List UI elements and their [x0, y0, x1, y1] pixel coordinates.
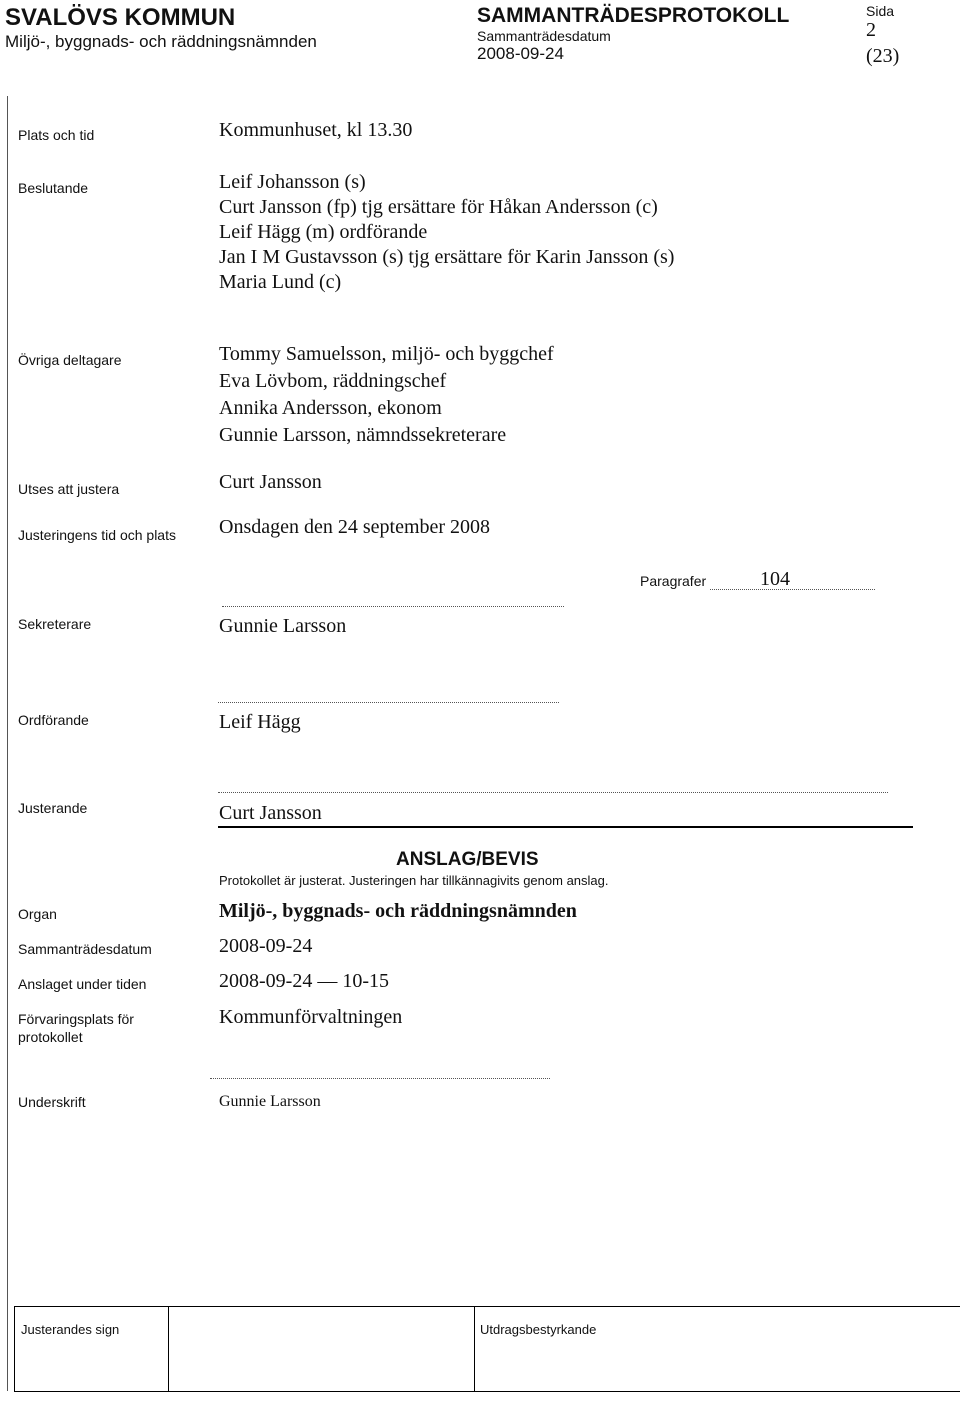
adjust-time-label: Justeringens tid och plats [18, 527, 176, 543]
notice-text: Protokollet är justerat. Justeringen har tillkännagivits genom anslag. [219, 873, 609, 888]
extract-label: Utdragsbestyrkande [480, 1322, 597, 1337]
others-label: Övriga deltagare [18, 352, 122, 368]
place-label: Plats och tid [18, 127, 95, 143]
doc-title: SAMMANTRÄDESPROTOKOLL [477, 4, 790, 27]
secretary-signature-line [222, 606, 564, 607]
storage-label: Förvaringsplats för [18, 1011, 134, 1027]
place-value: Kommunhuset, kl 13.30 [219, 119, 413, 141]
posted-value: 2008-09-24 — 10-15 [219, 970, 389, 992]
secretary-label: Sekreterare [18, 616, 92, 632]
adjuster-signature-line [218, 792, 888, 793]
notice-title: ANSLAG/BEVIS [396, 849, 539, 870]
notice-date-label: Sammanträdesdatum [18, 941, 152, 957]
meeting-date: 2008-09-24 [477, 44, 564, 63]
footer-table [14, 1306, 960, 1392]
paragraphs-label: Paragrafer [640, 573, 707, 589]
org-name: SVALÖVS KOMMUN [5, 4, 236, 31]
adjuster-name: Curt Jansson [219, 802, 322, 824]
deciding-label: Beslutande [18, 180, 89, 196]
notice-date-value: 2008-09-24 [219, 935, 313, 957]
organ-value: Miljö-, byggnads- och räddningsnämnden [219, 900, 577, 922]
deciding-member: Leif Hägg (m) ordförande [219, 221, 428, 243]
meeting-date-label: Sammanträdesdatum [477, 28, 611, 44]
deciding-member: Maria Lund (c) [219, 271, 342, 293]
left-border [7, 96, 8, 1391]
adjust-time-value: Onsdagen den 24 september 2008 [219, 516, 491, 538]
page-label: Sida [866, 3, 895, 19]
other-participant: Tommy Samuelsson, miljö- och byggchef [219, 343, 554, 365]
footer-divider-2 [474, 1306, 475, 1392]
signature-name: Gunnie Larsson [219, 1093, 321, 1110]
footer-divider-1 [168, 1306, 169, 1392]
secretary-name: Gunnie Larsson [219, 615, 347, 637]
paragraphs-line [710, 589, 875, 590]
other-participant: Annika Andersson, ekonom [219, 397, 442, 419]
other-participant: Eva Lövbom, räddningschef [219, 370, 447, 392]
chair-label: Ordförande [18, 712, 89, 728]
organ-label: Organ [18, 906, 57, 922]
signature-label: Underskrift [18, 1094, 86, 1110]
chair-signature-line [218, 702, 559, 703]
posted-label: Anslaget under tiden [18, 976, 147, 992]
adjusters-sign-label: Justerandes sign [21, 1322, 120, 1337]
deciding-member: Leif Johansson (s) [219, 171, 366, 193]
storage-label-cont: protokollet [18, 1029, 83, 1045]
deciding-member: Curt Jansson (fp) tjg ersättare för Håkan Andersson (c) [219, 196, 658, 218]
other-participant: Gunnie Larsson, nämndssekreterare [219, 424, 507, 446]
deciding-member: Jan I M Gustavsson (s) tjg ersättare för Karin Jansson (s) [219, 246, 675, 268]
adjuster-label: Justerande [18, 800, 88, 816]
page-number: 2 [866, 19, 876, 41]
page-total: (23) [866, 45, 900, 67]
notice-separator [218, 826, 913, 828]
adjust-value: Curt Jansson [219, 471, 322, 493]
chair-name: Leif Hägg [219, 711, 301, 733]
notice-signature-line [210, 1078, 550, 1079]
committee-name: Miljö-, byggnads- och räddningsnämnden [5, 32, 317, 51]
adjust-label: Utses att justera [18, 481, 120, 497]
storage-value: Kommunförvaltningen [219, 1006, 403, 1028]
paragraphs-value: 104 [760, 568, 790, 590]
